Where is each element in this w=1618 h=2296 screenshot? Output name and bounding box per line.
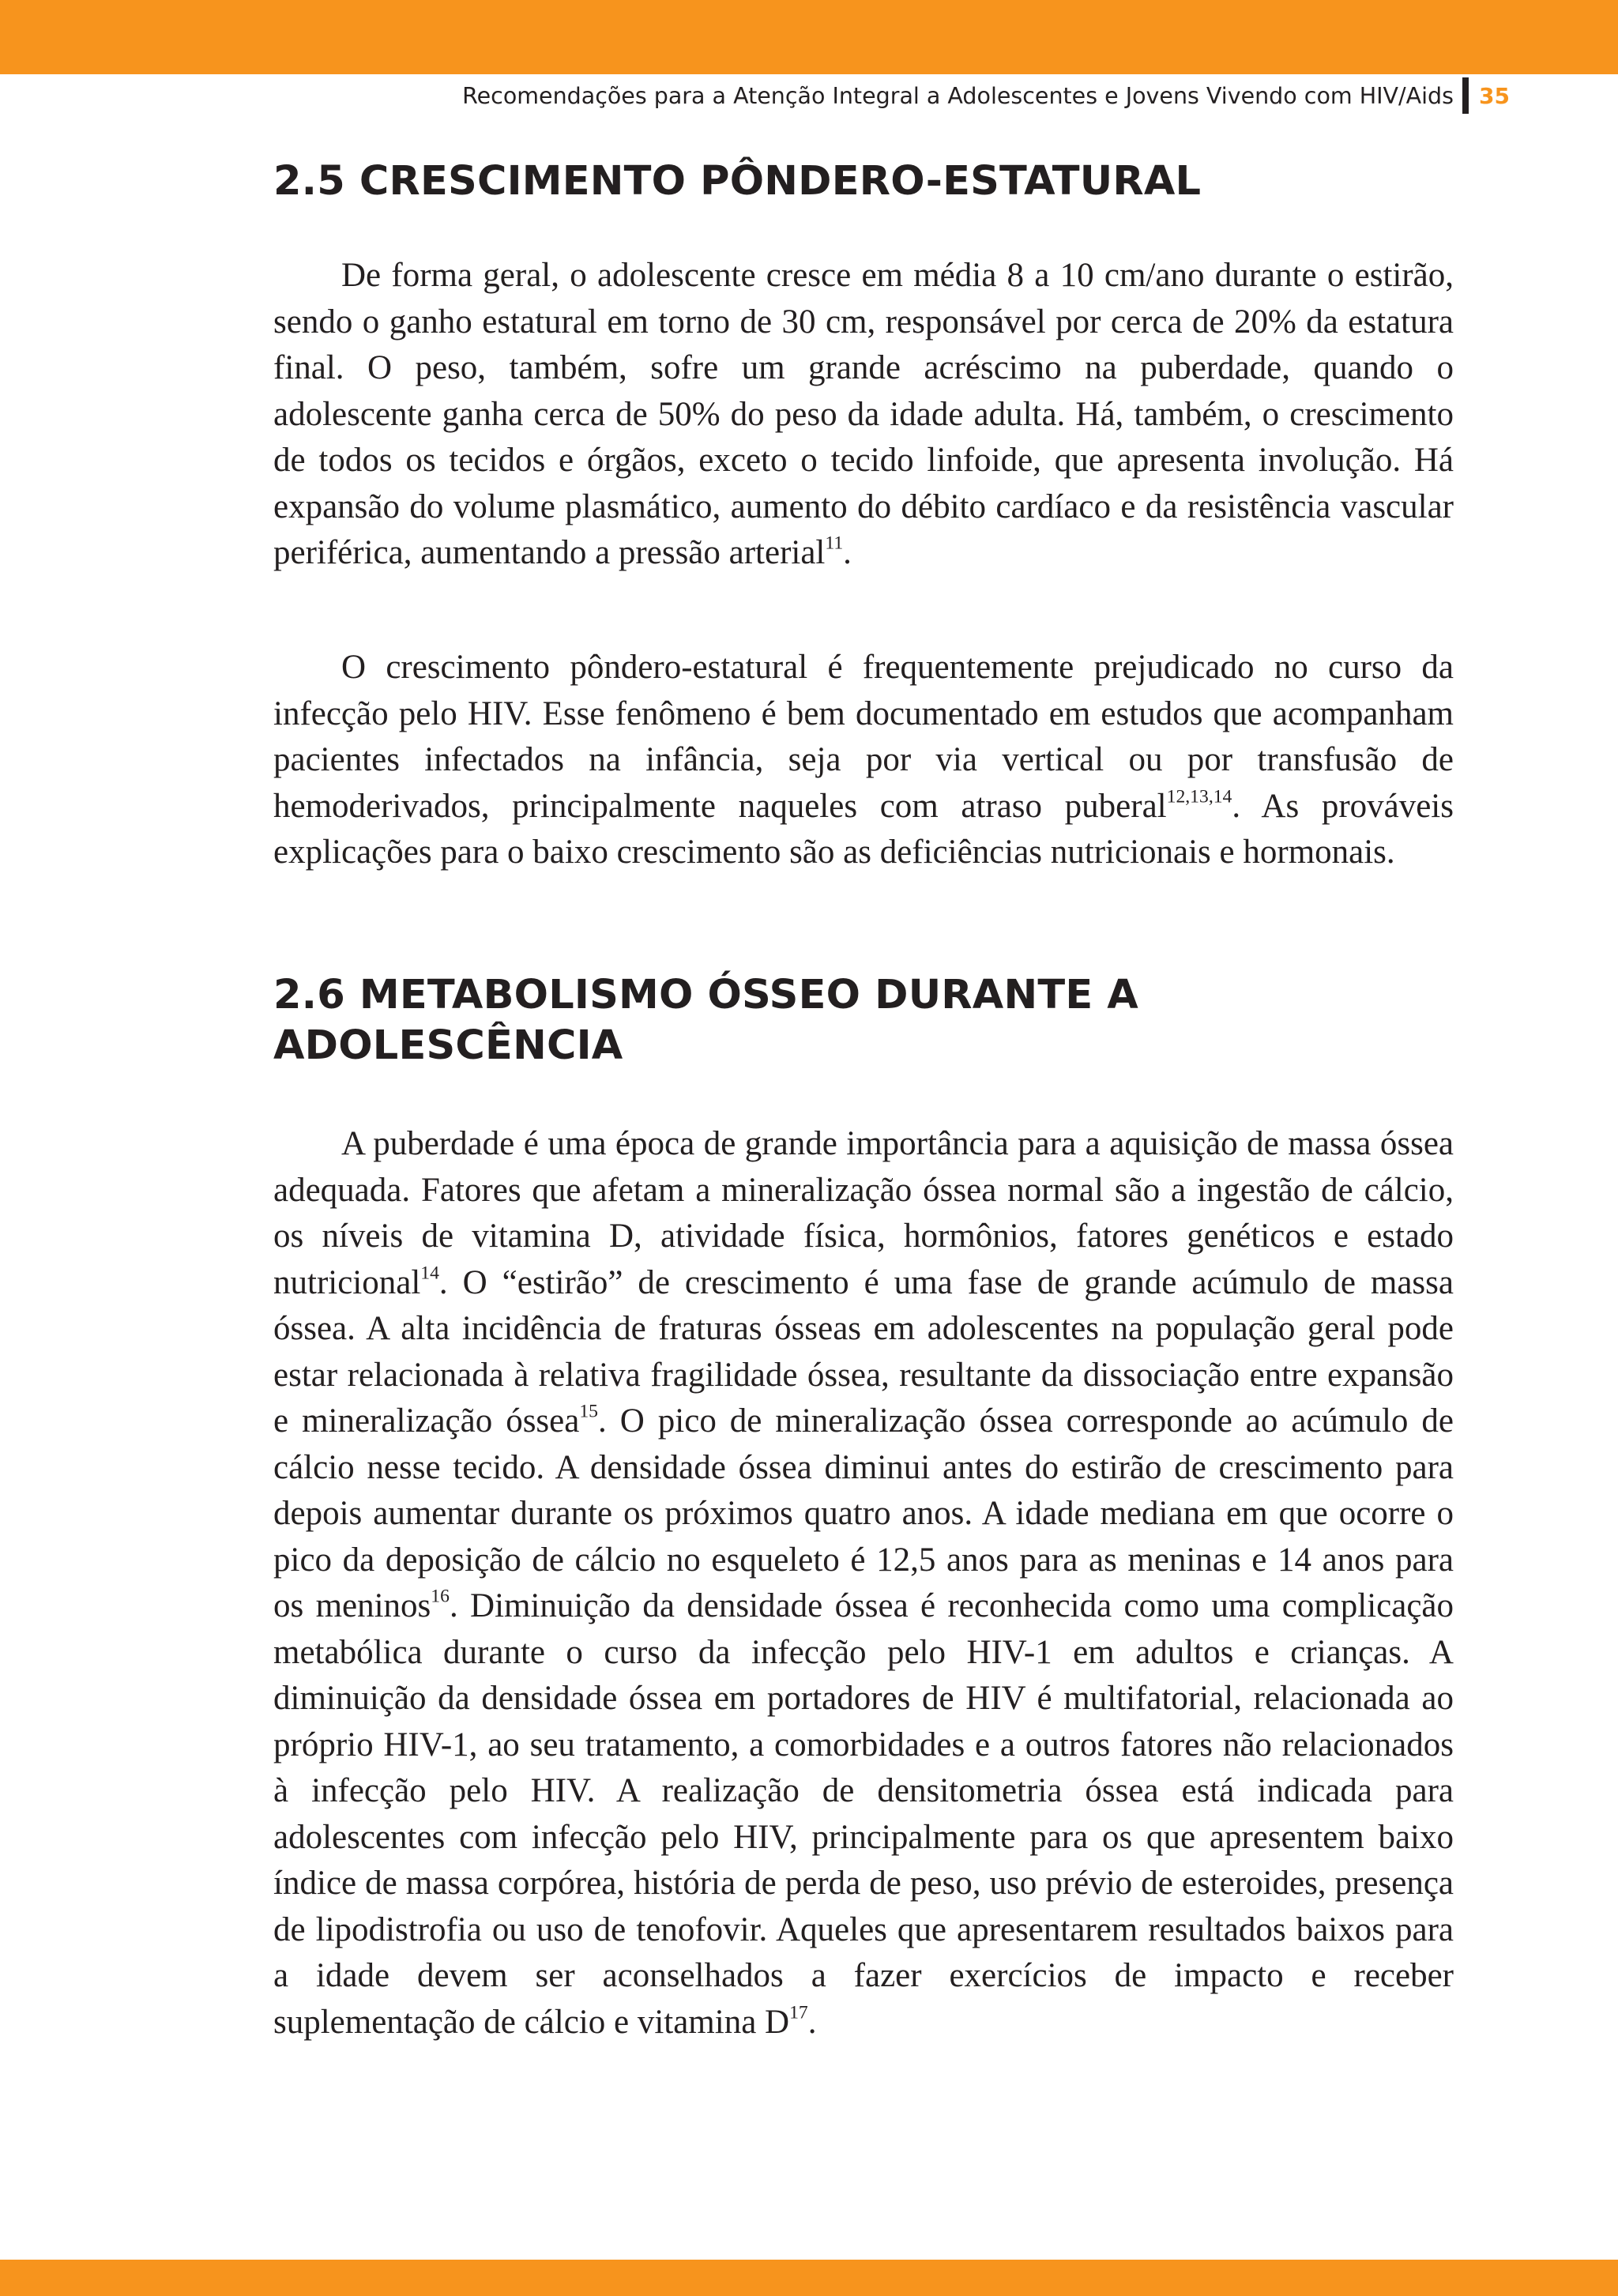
paragraph-bone-metabolism bbox=[273, 1121, 1454, 2046]
heading-line: ADOLESCÊNCIA bbox=[273, 1022, 623, 1069]
reference-superscript: 15 bbox=[579, 1401, 598, 1422]
bottom-orange-band bbox=[0, 2260, 1618, 2296]
heading-line: 2.6 METABOLISMO ÓSSEO DURANTE A bbox=[273, 972, 1138, 1018]
paragraph-growth-2 bbox=[273, 645, 1454, 876]
paragraph-text: . Diminuição da densidade óssea é reconhecida como uma complicação metabólica durante o curso da infecção pelo HIV-1 em adultos e crianças. A diminuição da densidade óssea em portadores de HIV é multifatorial, relacionada ao próprio HIV-1, ao seu tratamento, a comorbidades e a outros fatores não relacionados à infecção pelo HIV. A realização de densitometria óssea está indicada para adolescentes com infecção pelo HIV, principalmente para os que apresentem baixo índice de massa corpórea, história de perda de peso, uso prévio de esteroides, presença de lipodistrofia ou uso de tenofovir. Aqueles que apresentarem resultados baixos para a idade devem ser aconselhados a fazer exercícios de impacto e receber suplementação de cálcio e vitamina D bbox=[273, 1587, 1454, 2041]
running-header-title: Recomendações para a Atenção Integral a Adolescentes e Jovens Vivendo com HIV/Aids bbox=[462, 82, 1454, 109]
top-orange-band bbox=[0, 0, 1618, 74]
paragraph-text: . bbox=[843, 534, 852, 571]
paragraph-text: . As prováveis explicações para o baixo crescimento são as deficiências nutricionais e hormonais. bbox=[273, 787, 1454, 871]
section-heading-2-5: 2.5 CRESCIMENTO PÔNDERO-ESTATURAL bbox=[273, 158, 1202, 205]
paragraph-text: A puberdade é uma época de grande importância para a aquisição de massa óssea adequada. Fatores que afetam a mineralização óssea normal são a ingestão de cálcio, os níveis de vitamina D, atividade física, hormônios, fatores genéticos e estado nutricional bbox=[273, 1125, 1454, 1301]
paragraph-text: De forma geral, o adolescente cresce em média 8 a 10 cm/ano durante o estirão, sendo o ganho estatural em torno de 30 cm, responsável por cerca de 20% da estatura final. O peso, também, sofre um grande acréscimo na puberdade, quando o adolescente ganha cerca de 50% do peso da idade adulta. Há, também, o crescimento de todos os tecidos e órgãos, exceto o tecido linfoide, que apresenta involução. Há expansão do volume plasmático, aumento do débito cardíaco e da resistência vascular periférica, aumentando a pressão arterial bbox=[273, 257, 1454, 571]
paragraph-text: O crescimento pôndero-estatural é frequentemente prejudicado no curso da infecção pelo HIV. Esse fenômeno é bem documentado em estudos que acompanham pacientes infectados na infância, seja por via vertical ou por transfusão de hemoderivados, principalmente naqueles com atraso puberal bbox=[273, 649, 1454, 825]
header-divider bbox=[1462, 77, 1469, 114]
paragraph-text: . bbox=[807, 2003, 817, 2041]
paragraph-growth-1 bbox=[273, 253, 1454, 577]
paragraph-text: . O “estirão” de crescimento é uma fase de grande acúmulo de massa óssea. A alta incidência de fraturas ósseas em adolescentes na população geral pode estar relacionada à relativa fragilidade óssea, resultante da dissociação entre expansão e mineralização óssea bbox=[273, 1263, 1454, 1440]
reference-superscript: 17 bbox=[789, 2002, 808, 2023]
paragraph-text: . O pico de mineralização óssea corresponde ao acúmulo de cálcio nesse tecido. A densidade óssea diminui antes do estirão de crescimento para depois aumentar durante os próximos quatro anos. A idade mediana em que ocorre o pico da deposição de cálcio no esqueleto é 12,5 anos para as meninas e 14 anos para os meninos bbox=[273, 1402, 1454, 1624]
section-heading-2-6 bbox=[273, 970, 1454, 1071]
reference-superscript: 16 bbox=[431, 1586, 450, 1607]
reference-superscript: 12,13,14 bbox=[1166, 786, 1232, 807]
reference-superscript: 11 bbox=[825, 533, 844, 554]
page-number: 35 bbox=[1479, 82, 1510, 109]
reference-superscript: 14 bbox=[420, 1263, 439, 1284]
